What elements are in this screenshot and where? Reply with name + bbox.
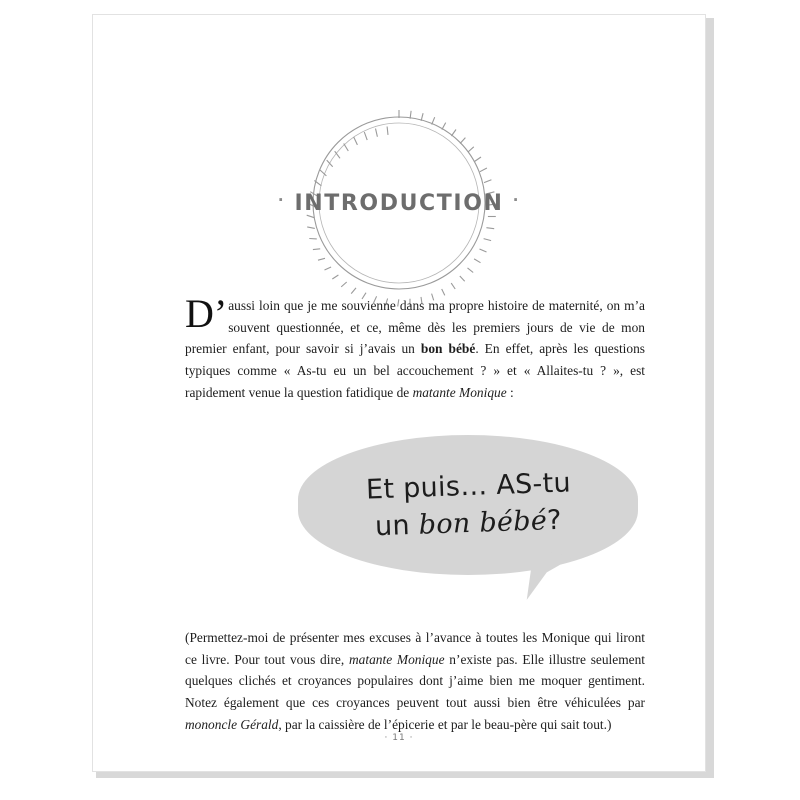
intro-paragraph-block	[185, 291, 646, 404]
ornament-left-icon: ·	[277, 191, 286, 209]
ornament-right-icon: ·	[512, 191, 521, 209]
intro-paragraph-text: aussi loin que je me souvienne dans ma propre histoire de maternité, on m’a souvent questionnée, et ce, même dès les premiers jours de vie de mon premier enfant, pour savoir si j’avais un bon bébé. En effet, après les questions typiques comme « As-tu eu un bel accouchement ? » et « Allaites-tu ? », est rapidement venue la question fatidique de matante Monique :	[185, 298, 646, 400]
page-title: INTRODUCTION	[294, 190, 504, 216]
medallion-title-row	[277, 97, 521, 309]
speech-bubble-line-2	[374, 505, 562, 543]
speech-bubble-line-1: Et puis… AS-tu	[365, 467, 571, 506]
speech-bubble	[298, 435, 658, 615]
speech-bubble-line-2-italic: bon bébé	[417, 505, 548, 541]
speech-bubble-line-2-suffix: ?	[546, 504, 562, 537]
dropcap: D’	[185, 291, 228, 336]
speech-bubble-line-2-prefix: un	[374, 509, 419, 543]
closing-paragraph-block	[185, 627, 645, 736]
speech-bubble-text	[298, 435, 638, 575]
introduction-medallion	[277, 97, 521, 309]
book-page	[92, 14, 706, 772]
closing-paragraph: (Permettez-moi de présenter mes excuses à l’avance à toutes les Monique qui liront ce livre. Pour tout vous dire, matante Monique n’existe pas. Elle illustre seulement quelques clichés et croyances populaires dont j’aime bien me moquer gentiment. Notez également que ces croyances peuvent tout aussi bien être véhiculées par mononcle Gérald, par la caissière de l’épicerie et par le beau-père qui sait tout.)	[185, 630, 645, 732]
folio-page-number: · 11 ·	[384, 733, 414, 743]
intro-paragraph	[185, 291, 646, 404]
